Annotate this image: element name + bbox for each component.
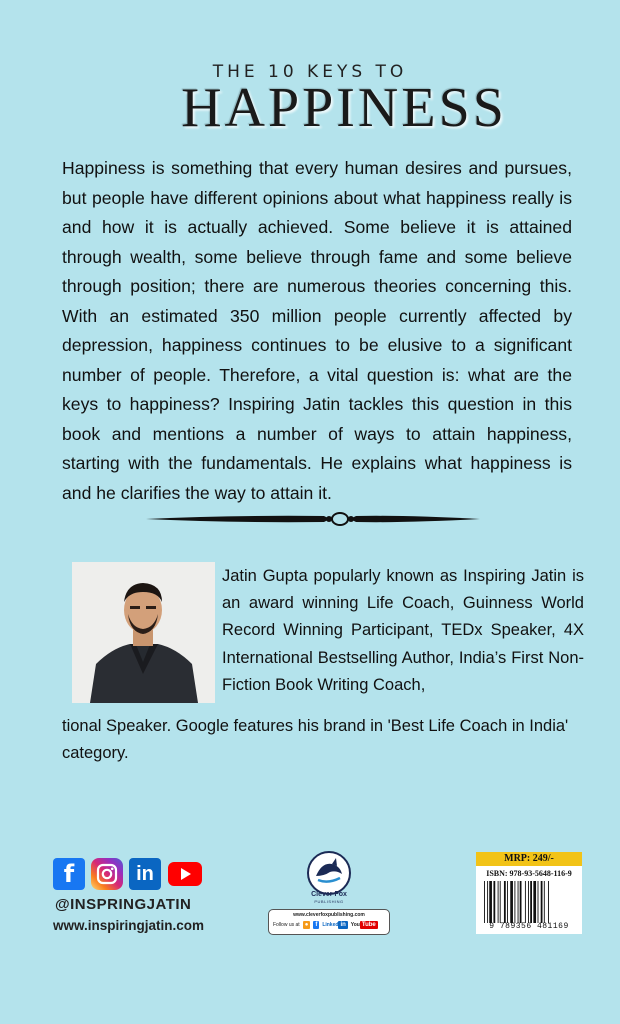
youtube-icon[interactable] <box>167 858 203 890</box>
publisher-url[interactable]: www.cleverfoxpublishing.com <box>293 912 365 918</box>
author-photo <box>72 562 215 703</box>
publisher-follow-row <box>273 921 378 929</box>
book-blurb: Happiness is something that every human desires and pursues, but people have different opinions about what happiness really is and how it is actually achieved. Some believe it is attained through wealth, some believe through fame and some believe through position; there are numerous theories concerning this. With an estimated 350 million people currently affected by depression, happiness continues to be elusive to a significant number of people. Therefore, a vital question is: what are the keys to happiness? Inspiring Jatin tackles this question in this book and mentions a number of ways to attain happiness, starting with the fundamentals. He explains what happiness is and he clarifies the way to attain it. <box>62 158 572 503</box>
publisher-youtube-badge: Tube <box>361 922 376 928</box>
isbn-label: ISBN: 978-93-5648-116-9 <box>486 869 572 878</box>
social-handle: @INSPRINGJATIN <box>55 896 192 913</box>
social-icons <box>53 858 203 890</box>
book-title: HAPPINESS <box>181 77 507 139</box>
instagram-icon[interactable] <box>91 858 123 890</box>
publisher-name: Clever Fox <box>311 891 347 898</box>
author-website[interactable]: www.inspiringjatin.com <box>53 918 205 933</box>
ornamental-divider <box>144 508 482 530</box>
clever-fox-logo <box>306 850 352 896</box>
publisher-linkedin-label[interactable]: Linked <box>322 922 339 928</box>
follow-label: Follow us at <box>273 922 300 928</box>
mrp-label: MRP: 249/- <box>476 852 582 866</box>
publisher-youtube-label[interactable]: You <box>350 922 360 928</box>
publisher-instagram-icon[interactable]: ● <box>304 922 309 928</box>
barcode <box>484 881 576 923</box>
barcode-digits: 9 789356 481169 <box>489 922 569 931</box>
price-barcode-panel <box>476 852 582 934</box>
linkedin-icon[interactable]: in <box>129 858 161 890</box>
publisher-links-box <box>268 909 390 935</box>
author-bio-top: Jatin Gupta popularly known as Inspiring Jatin is an award winning Life Coach, Guinness World Record Winning Participant, TEDx Speaker, 4X International Bestselling Author, India’s First Non-Fiction Book Writing Coach, <box>222 567 584 694</box>
publisher-tag: PUBLISHING <box>314 899 344 904</box>
facebook-icon[interactable]: f <box>53 858 85 890</box>
publisher-linkedin-badge: in <box>340 922 346 928</box>
author-bio-bottom: tional Speaker. Google features his brand in 'Best Life Coach in India' category. <box>62 717 569 763</box>
book-subtitle: THE 10 KEYS TO <box>212 62 408 82</box>
publisher-facebook-icon[interactable]: f <box>315 922 318 928</box>
